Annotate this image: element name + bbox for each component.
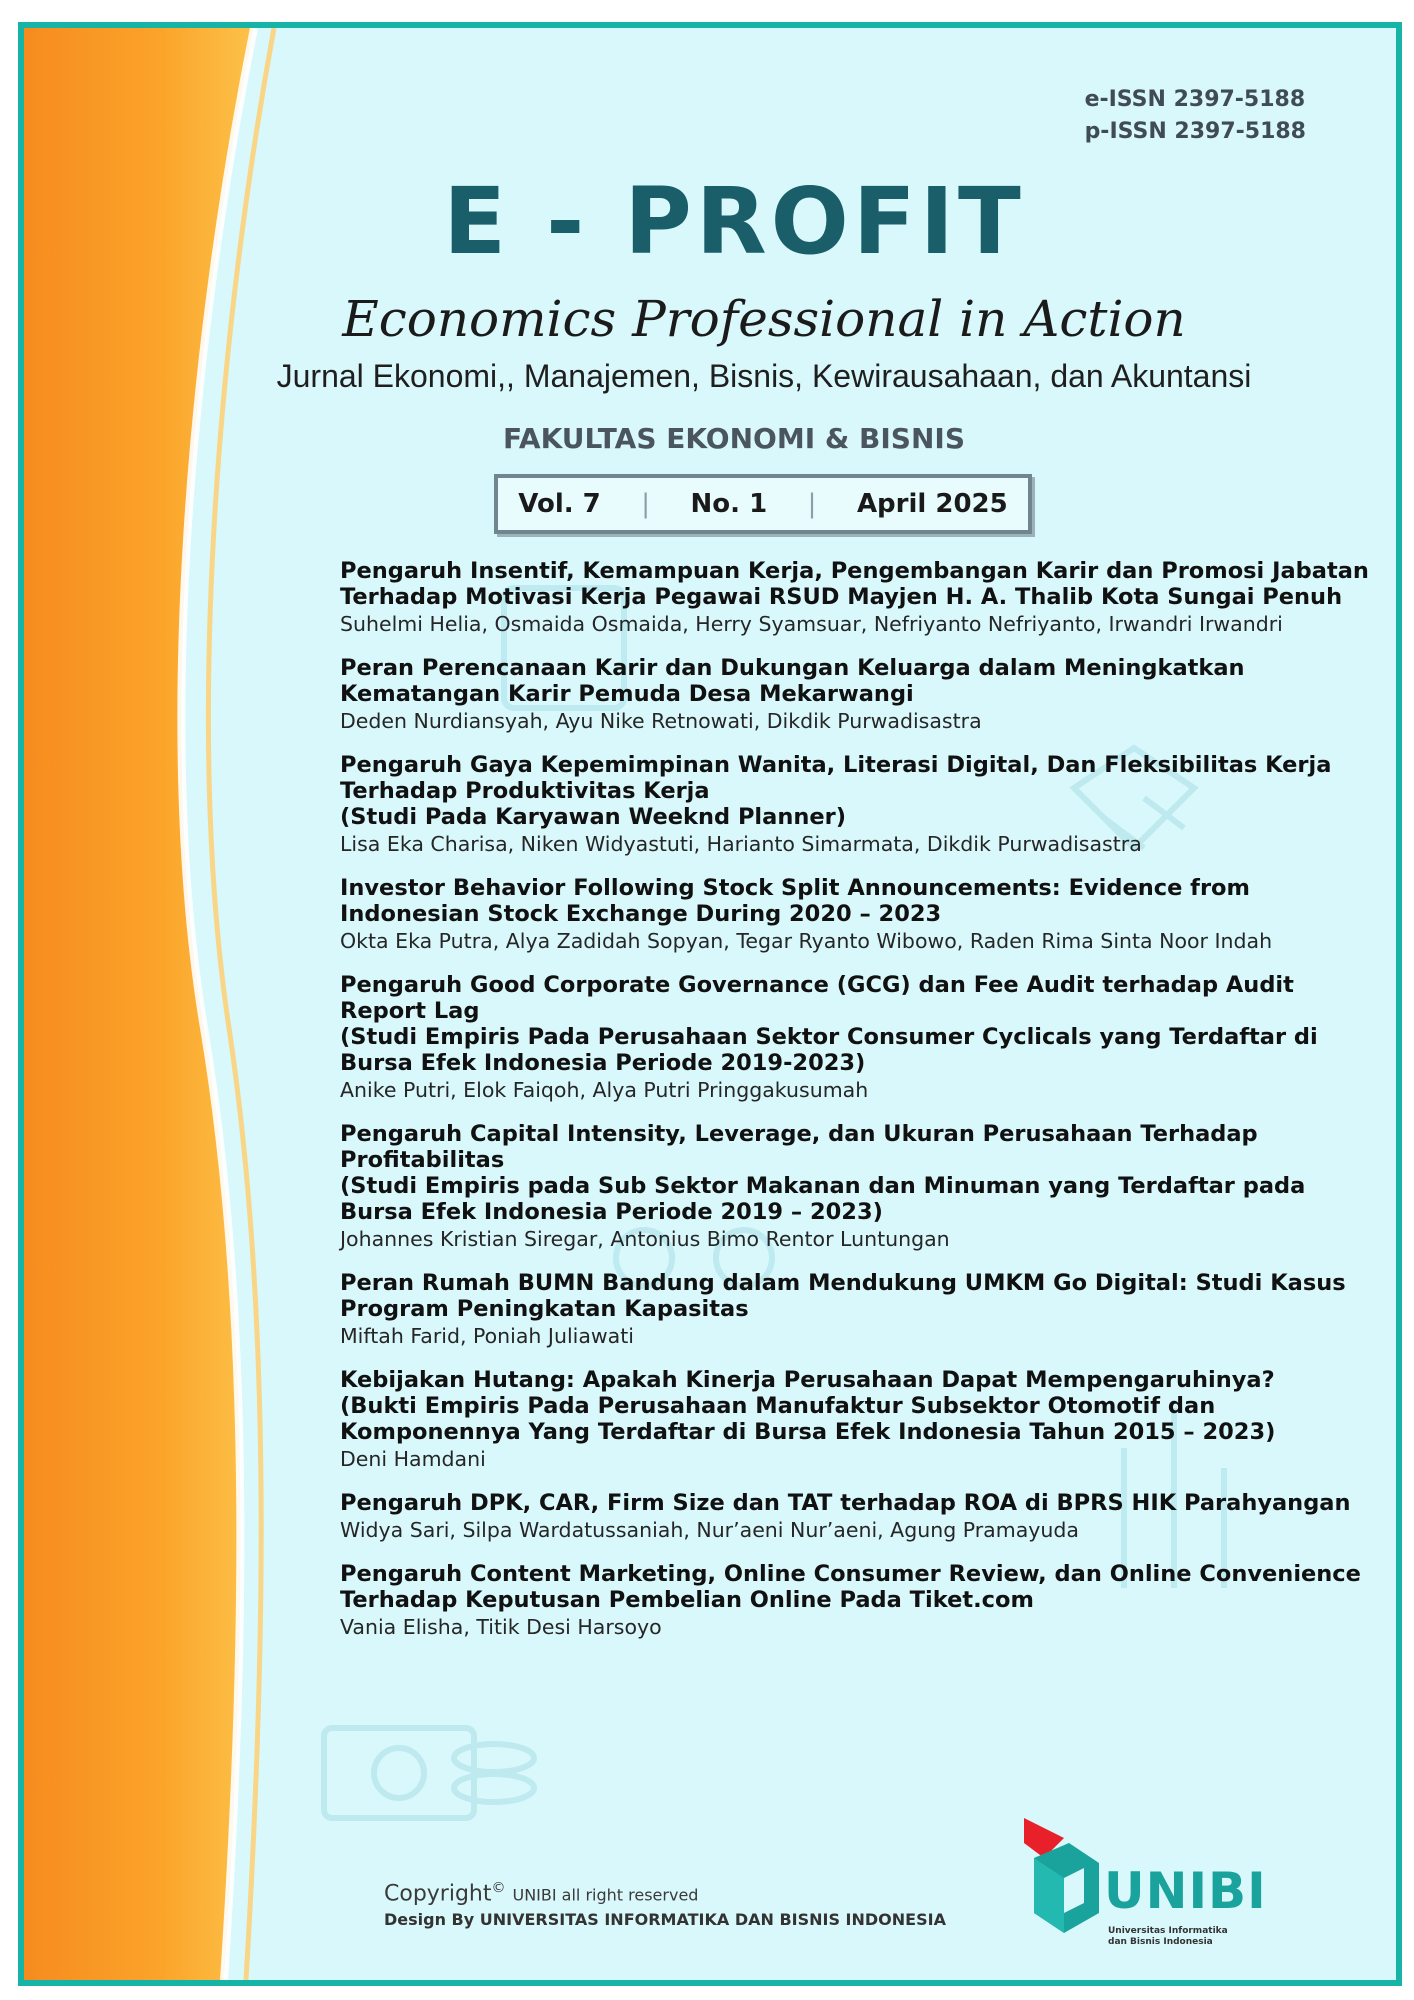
unibi-logo-subtext xyxy=(1108,1926,1228,1948)
article-item xyxy=(340,972,1380,1103)
article-list xyxy=(340,558,1380,1658)
article-item xyxy=(340,655,1380,734)
article-title: Pengaruh Good Corporate Governance (GCG) dan Fee Audit terhadap Audit Report Lag (Studi Empiris Pada Perusahaan Sektor Consumer Cyclicals yang Terdaftar di Bursa Efek Indonesia Periode 2019-2023) xyxy=(340,972,1318,1076)
orange-swoosh-decoration xyxy=(24,28,304,1980)
issue-separator: | xyxy=(807,489,817,519)
article-authors: Vania Elisha, Titik Desi Harsoyo xyxy=(340,1615,662,1639)
article-authors: Johannes Kristian Siregar, Antonius Bimo Rentor Luntungan xyxy=(340,1227,950,1251)
article-item xyxy=(340,558,1380,637)
copyright-symbol: © xyxy=(491,1880,506,1896)
article-authors: Anike Putri, Elok Faiqoh, Alya Putri Pringgakusumah xyxy=(340,1078,869,1102)
article-item xyxy=(340,1561,1380,1640)
article-title: Pengaruh DPK, CAR, Firm Size dan TAT terhadap ROA di BPRS HIK Parahyangan xyxy=(340,1490,1351,1516)
article-authors: Widya Sari, Silpa Wardatussaniah, Nur’aeni Nur’aeni, Agung Pramayuda xyxy=(340,1518,1079,1542)
journal-title: E - PROFIT xyxy=(443,168,1025,275)
issue-volume: Vol. 7 xyxy=(518,489,601,519)
copyright-line xyxy=(384,1880,946,1906)
article-item xyxy=(340,1367,1380,1472)
copyright-word: Copyright xyxy=(384,1881,492,1907)
faculty-name: FAKULTAS EKONOMI & BISNIS xyxy=(503,422,965,455)
copyright-block xyxy=(384,1880,946,1929)
unibi-logo-subtext-line: dan Bisnis Indonesia xyxy=(1108,1937,1213,1947)
article-title: Pengaruh Capital Intensity, Leverage, dan Ukuran Perusahaan Terhadap Profitabilitas (Studi Empiris pada Sub Sektor Makanan dan Minuman yang Terdaftar pada Bursa Efek Indonesia Periode 2019 – 2023) xyxy=(340,1121,1306,1225)
unibi-logo-text: UNIBI xyxy=(1104,1862,1267,1920)
article-item xyxy=(340,1270,1380,1349)
article-authors: Miftah Farid, Poniah Juliawati xyxy=(340,1324,634,1348)
issue-separator: | xyxy=(641,489,651,519)
design-credit: Design By UNIVERSITAS INFORMATIKA DAN BISNIS INDONESIA xyxy=(384,1910,946,1930)
article-title: Pengaruh Gaya Kepemimpinan Wanita, Literasi Digital, Dan Fleksibilitas Kerja Terhadap Produktivitas Kerja (Studi Pada Karyawan Weeknd Planner) xyxy=(340,752,1332,830)
article-title: Investor Behavior Following Stock Split Announcements: Evidence from Indonesian Stock Exchange During 2020 – 2023 xyxy=(340,875,1250,927)
journal-tagline: Economics Professional in Action xyxy=(342,290,1186,348)
p-issn: p-ISSN 2397-5188 xyxy=(1084,119,1306,144)
article-authors: Lisa Eka Charisa, Niken Widyastuti, Harianto Simarmata, Dikdik Purwadisastra xyxy=(340,832,1142,856)
article-authors: Deni Hamdani xyxy=(340,1447,486,1471)
issn-block xyxy=(1085,84,1306,148)
article-item xyxy=(340,1121,1380,1252)
article-item xyxy=(340,752,1380,857)
article-authors: Deden Nurdiansyah, Ayu Nike Retnowati, Dikdik Purwadisastra xyxy=(340,709,982,733)
issue-info-box xyxy=(494,474,1032,534)
article-item xyxy=(340,875,1380,954)
article-title: Kebijakan Hutang: Apakah Kinerja Perusahaan Dapat Mempengaruhinya? (Bukti Empiris Pada Perusahaan Manufaktur Subsektor Otomotif dan Komponennya Yang Terdaftar di Bursa Efek Indonesia Tahun 2015 – 2023) xyxy=(340,1367,1276,1445)
e-issn: e-ISSN 2397-5188 xyxy=(1084,87,1306,112)
article-title: Pengaruh Insentif, Kemampuan Kerja, Pengembangan Karir dan Promosi Jabatan Terhadap Motivasi Kerja Pegawai RSUD Mayjen H. A. Thalib Kota Sungai Penuh xyxy=(340,558,1369,610)
article-title: Peran Perencanaan Karir dan Dukungan Keluarga dalam Meningkatkan Kematangan Karir Pemuda Desa Mekarwangi xyxy=(340,655,1245,707)
article-authors: Suhelmi Helia, Osmaida Osmaida, Herry Syamsuar, Nefriyanto Nefriyanto, Irwandri Irwandri xyxy=(340,612,1283,636)
issue-number: No. 1 xyxy=(690,489,768,519)
unibi-logo-subtext-line: Universitas Informatika xyxy=(1108,1926,1228,1936)
article-item xyxy=(340,1490,1380,1543)
issue-date: April 2025 xyxy=(856,489,1008,519)
article-title: Pengaruh Content Marketing, Online Consumer Review, dan Online Convenience Terhadap Keputusan Pembelian Online Pada Tiket.com xyxy=(340,1561,1361,1613)
article-authors: Okta Eka Putra, Alya Zadidah Sopyan, Tegar Ryanto Wibowo, Raden Rima Sinta Noor Indah xyxy=(340,929,1273,953)
article-title: Peran Rumah BUMN Bandung dalam Mendukung UMKM Go Digital: Studi Kasus Program Peningkatan Kapasitas xyxy=(340,1270,1346,1322)
copyright-rest: UNIBI all right reserved xyxy=(512,1885,699,1905)
journal-subtitle: Jurnal Ekonomi,, Manajemen, Bisnis, Kewirausahaan, dan Akuntansi xyxy=(276,358,1252,394)
cover-page xyxy=(18,22,1402,1986)
